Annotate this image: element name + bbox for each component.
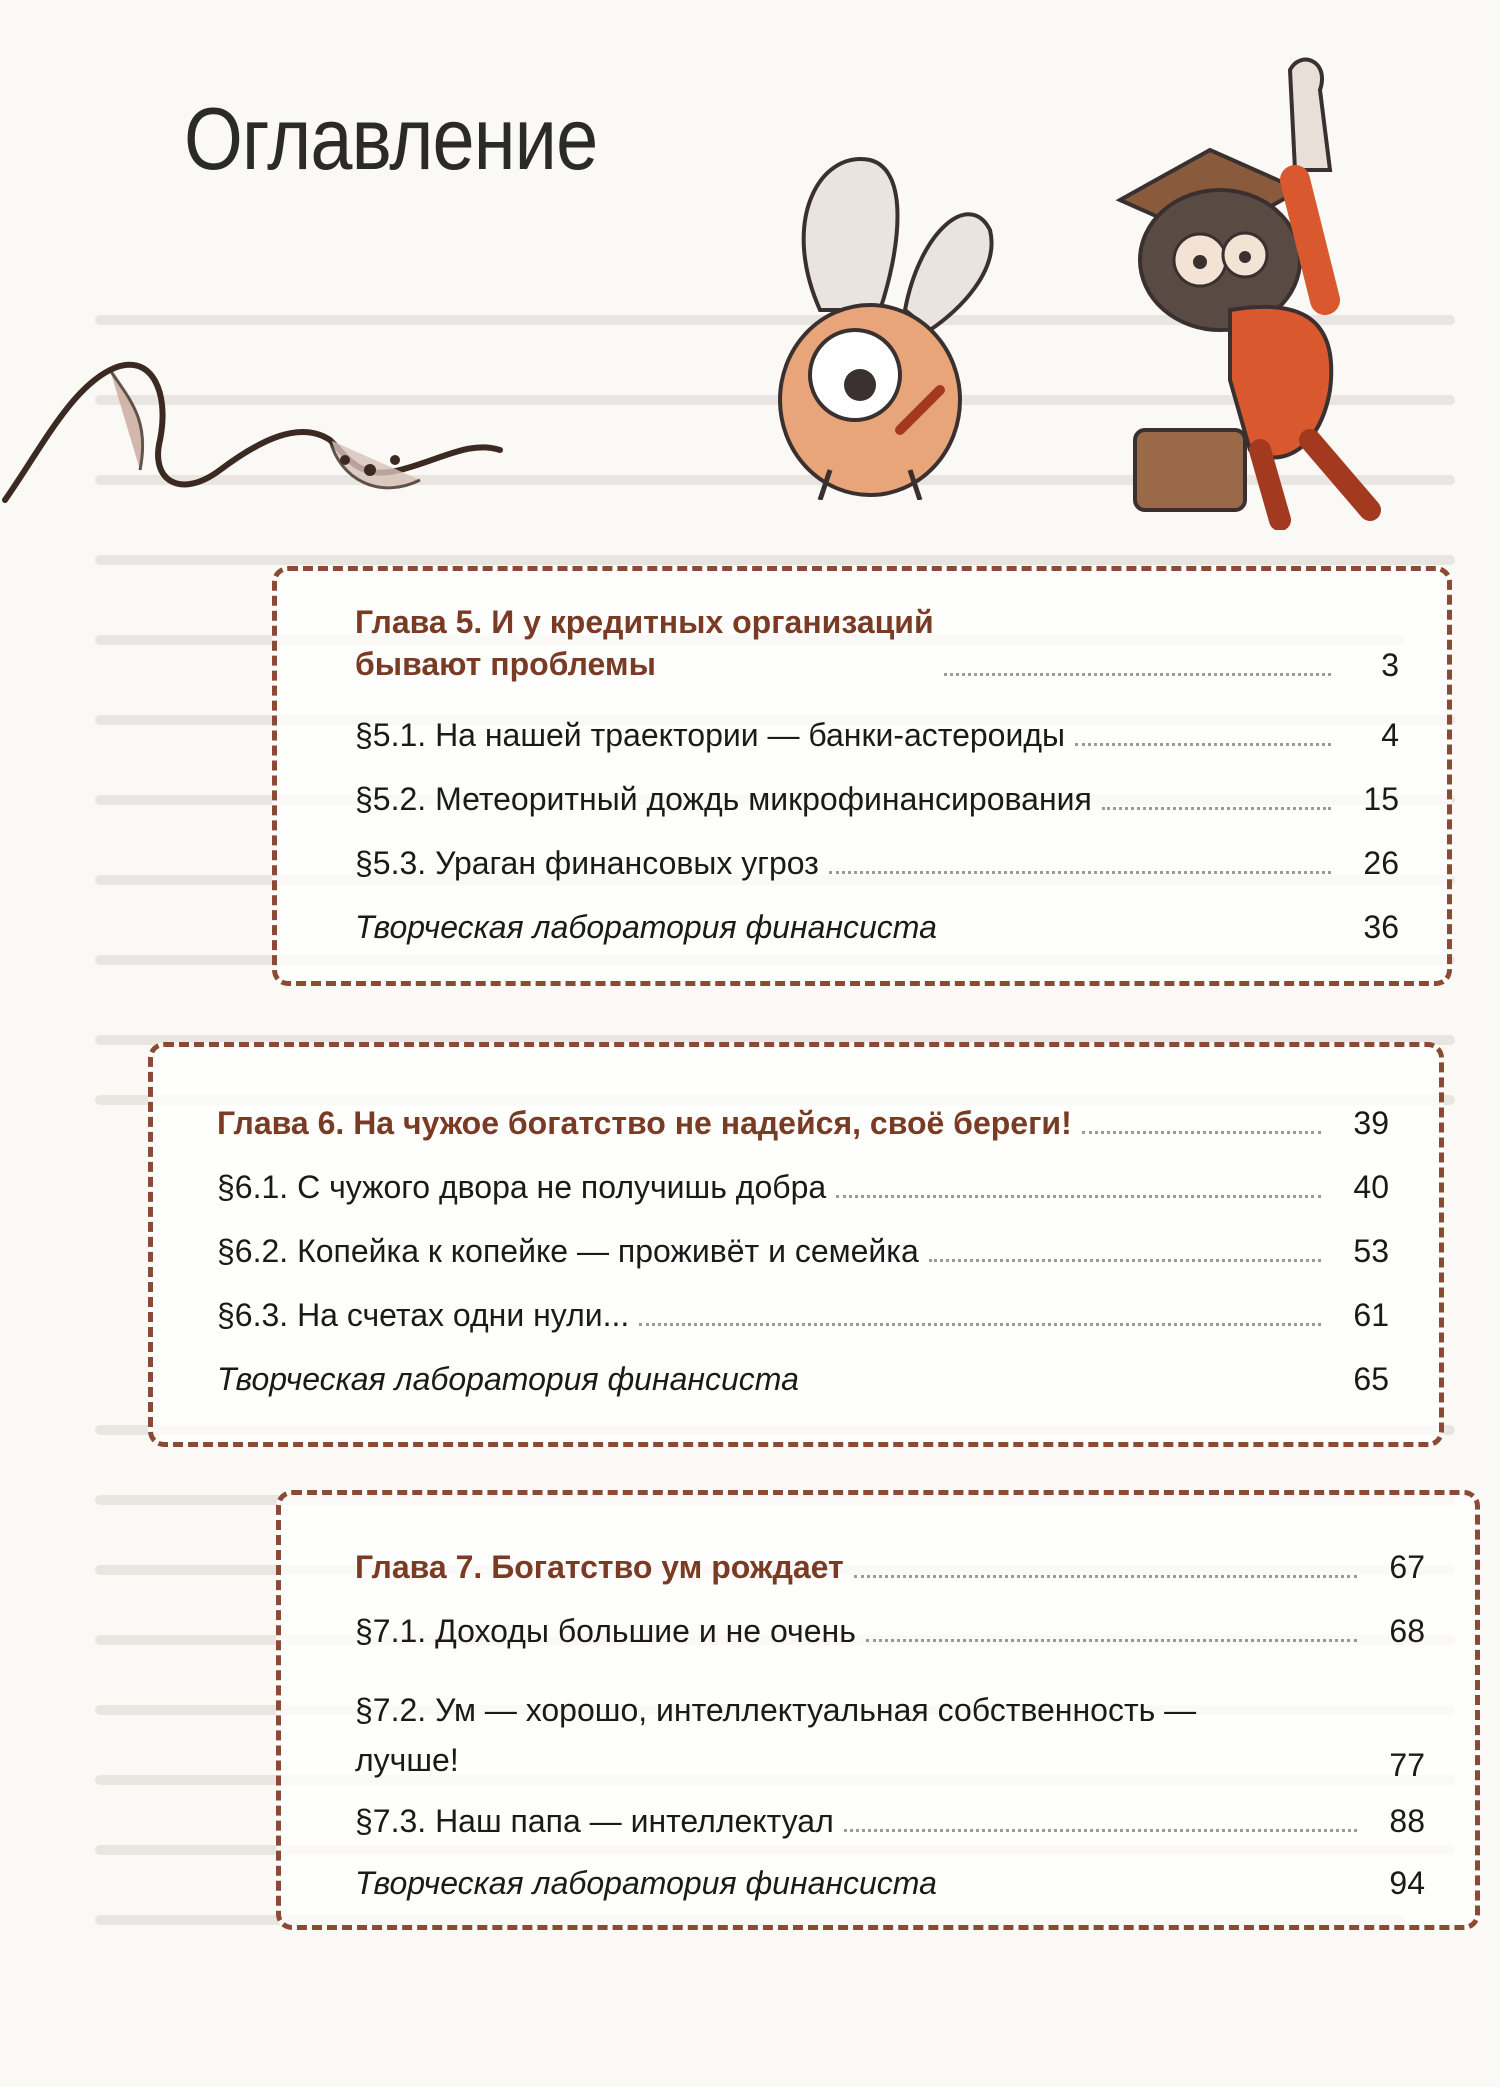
- chapter-6-heading-row[interactable]: [217, 1103, 1389, 1143]
- section-6-1-row[interactable]: [217, 1167, 1389, 1207]
- chapter-5-lab-row[interactable]: [355, 907, 1399, 947]
- chapter-6-lab-page: 65: [1353, 1361, 1389, 1397]
- leader-dots: [1075, 743, 1331, 746]
- section-6-2-label: §6.2. Копейка к копейке — проживёт и семейка: [217, 1233, 919, 1269]
- leader-dots: [809, 1387, 1321, 1390]
- section-5-3-row[interactable]: [355, 843, 1399, 883]
- tail-swirl-illustration: [0, 330, 520, 570]
- section-6-3-row[interactable]: [217, 1295, 1389, 1335]
- section-6-1-label: §6.1. С чужого двора не получишь добра: [217, 1169, 827, 1205]
- section-6-3-page: 61: [1353, 1297, 1389, 1333]
- leader-dots: [947, 935, 1331, 938]
- section-5-3-page: 26: [1363, 845, 1399, 881]
- section-5-1-page: 4: [1381, 717, 1399, 753]
- chapter-5-box: [272, 566, 1452, 986]
- leader-dots: [844, 1829, 1357, 1832]
- section-7-3-label: §7.3. Наш папа — интеллектуал: [355, 1803, 834, 1839]
- chapter-6-page: 39: [1353, 1105, 1389, 1141]
- chapter-7-heading: Глава 7. Богатство ум рождает: [355, 1549, 844, 1585]
- chapter-5-lab-label: Творческая лаборатория финансиста: [355, 909, 937, 945]
- chapter-7-box: [276, 1490, 1480, 1930]
- leader-dots: [836, 1195, 1321, 1198]
- section-7-2-row[interactable]: [355, 1675, 1425, 1785]
- bunny-character-illustration: [740, 140, 1000, 500]
- section-5-1-label: §5.1. На нашей траектории — банки-астероиды: [355, 717, 1066, 753]
- chapter-6-heading: Глава 6. На чужое богатство не надейся, своё береги!: [217, 1105, 1072, 1141]
- leader-dots: [866, 1639, 1357, 1642]
- chapter-5-heading-line1: Глава 5. И у кредитных организаций: [355, 604, 934, 640]
- leader-dots: [829, 871, 1331, 874]
- chapter-5-heading-row[interactable]: [355, 601, 1399, 685]
- chapter-7-lab-row[interactable]: [355, 1863, 1425, 1903]
- section-7-1-label: §7.1. Доходы большие и не очень: [355, 1613, 856, 1649]
- leader-dots: [1206, 1773, 1357, 1776]
- leader-dots: [1102, 807, 1331, 810]
- leader-dots: [854, 1575, 1357, 1578]
- section-5-2-label: §5.2. Метеоритный дождь микрофинансирования: [355, 781, 1092, 817]
- section-6-1-page: 40: [1353, 1169, 1389, 1205]
- section-5-3-label: §5.3. Ураган финансовых угроз: [355, 845, 819, 881]
- leader-dots: [944, 673, 1331, 676]
- section-7-2-label: [355, 1685, 1202, 1785]
- chapter-7-lab-page: 94: [1389, 1865, 1425, 1901]
- section-7-2-page: 77: [1389, 1747, 1425, 1783]
- chapter-7-page: 67: [1389, 1549, 1425, 1585]
- leader-dots: [947, 1891, 1357, 1894]
- chapter-5-lab-page: 36: [1363, 909, 1399, 945]
- monkey-professor-illustration: [1080, 50, 1440, 530]
- chapter-5-heading-line2: бывают проблемы: [355, 646, 656, 682]
- leader-dots: [1082, 1131, 1321, 1134]
- chapter-7-heading-row[interactable]: [355, 1547, 1425, 1587]
- chapter-5-page: 3: [1381, 647, 1399, 683]
- section-7-2-label-line1: §7.2. Ум — хорошо, интеллектуальная собственность —: [355, 1692, 1197, 1728]
- leader-dots: [639, 1323, 1321, 1326]
- chapter-6-lab-row[interactable]: [217, 1359, 1389, 1399]
- chapter-5-heading: [355, 601, 940, 685]
- section-5-1-row[interactable]: [355, 715, 1399, 755]
- chapter-6-box: [148, 1042, 1444, 1447]
- section-7-2-label-line2: лучше!: [355, 1742, 459, 1778]
- section-7-3-row[interactable]: [355, 1801, 1425, 1841]
- section-7-1-page: 68: [1389, 1613, 1425, 1649]
- section-6-2-row[interactable]: [217, 1231, 1389, 1271]
- section-7-1-row[interactable]: [355, 1611, 1425, 1651]
- chapter-6-lab-label: Творческая лаборатория финансиста: [217, 1361, 799, 1397]
- chapter-7-lab-label: Творческая лаборатория финансиста: [355, 1865, 937, 1901]
- section-6-3-label: §6.3. На счетах одни нули...: [217, 1297, 630, 1333]
- leader-dots: [929, 1259, 1321, 1262]
- section-5-2-row[interactable]: [355, 779, 1399, 819]
- section-7-3-page: 88: [1389, 1803, 1425, 1839]
- page-title: Оглавление: [184, 89, 598, 188]
- section-5-2-page: 15: [1363, 781, 1399, 817]
- section-6-2-page: 53: [1353, 1233, 1389, 1269]
